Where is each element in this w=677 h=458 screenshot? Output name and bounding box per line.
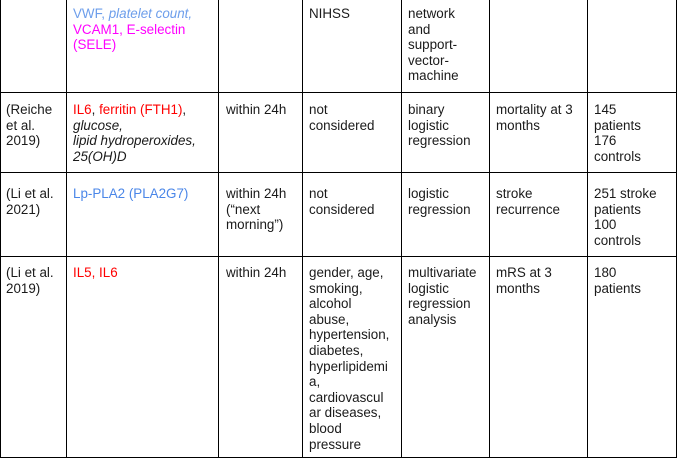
row-divider-2 <box>0 172 677 173</box>
table-cell-method: logistic regression <box>408 186 471 217</box>
table-cell-timing: within 24h <box>226 265 287 280</box>
table-cell-covariates: NIHSS <box>309 6 350 21</box>
biomarker-line: VCAM1, E-selectin <box>73 21 186 37</box>
biomarker-line: VWF, platelet count, <box>73 6 193 21</box>
table-cell-biomarkers <box>73 265 118 281</box>
column-divider-3 <box>302 0 303 458</box>
column-divider-5 <box>489 0 490 458</box>
column-divider-4 <box>401 0 402 458</box>
table-cell-sample: 180 patients <box>594 265 641 296</box>
table-cell-biomarkers <box>73 186 188 202</box>
table-cell-biomarkers <box>73 6 192 53</box>
biomarker-line: IL6, ferritin (FTH1), <box>73 102 187 117</box>
table-cell-outcome: mortality at 3 months <box>496 102 573 133</box>
table-cell-study: (Reiche et al. 2019) <box>6 102 53 149</box>
table-cell-timing: within 24h <box>226 102 287 117</box>
biomarker-line: 25(OH)D <box>73 148 127 164</box>
table-cell-outcome: mRS at 3 months <box>496 265 552 296</box>
biomarker-line: lipid hydroperoxides, <box>73 133 196 149</box>
column-divider-1 <box>66 0 67 458</box>
table-cell-sample: 145 patients 176 controls <box>594 102 641 164</box>
table-cell-method: multivariate logistic regression analysis <box>408 265 477 327</box>
table-cell-timing: within 24h (“next morning”) <box>226 186 287 233</box>
table-cell-biomarkers <box>73 102 196 164</box>
table-cell-sample: 251 stroke patients 100 controls <box>594 186 657 248</box>
biomarker-line: Lp-PLA2 (PLA2G7) <box>73 186 189 201</box>
table-cell-method: network and support- vector- machine <box>408 6 459 84</box>
row-divider-3 <box>0 256 677 257</box>
table-cell-method: binary logistic regression <box>408 102 471 149</box>
biomarker-line: glucose, <box>73 117 123 133</box>
biomarker-line: IL5, IL6 <box>73 265 118 280</box>
table-cell-outcome: stroke recurrence <box>496 186 561 217</box>
table-cell-study: (Li et al. 2021) <box>6 186 54 217</box>
biomarker-line: (SELE) <box>73 37 117 53</box>
row-divider-1 <box>0 92 677 93</box>
table-cell-covariates: not considered <box>309 186 375 217</box>
table-cell-study: (Li et al. 2019) <box>6 265 54 296</box>
table-cell-covariates: gender, age, smoking, alcohol abuse, hypertension, diabetes, hyperlipidemi a, cardiovascul ar diseases, blood pressure <box>309 265 390 452</box>
table-border-left <box>0 0 1 458</box>
column-divider-2 <box>218 0 219 458</box>
table-cell-covariates: not considered <box>309 102 375 133</box>
column-divider-6 <box>587 0 588 458</box>
